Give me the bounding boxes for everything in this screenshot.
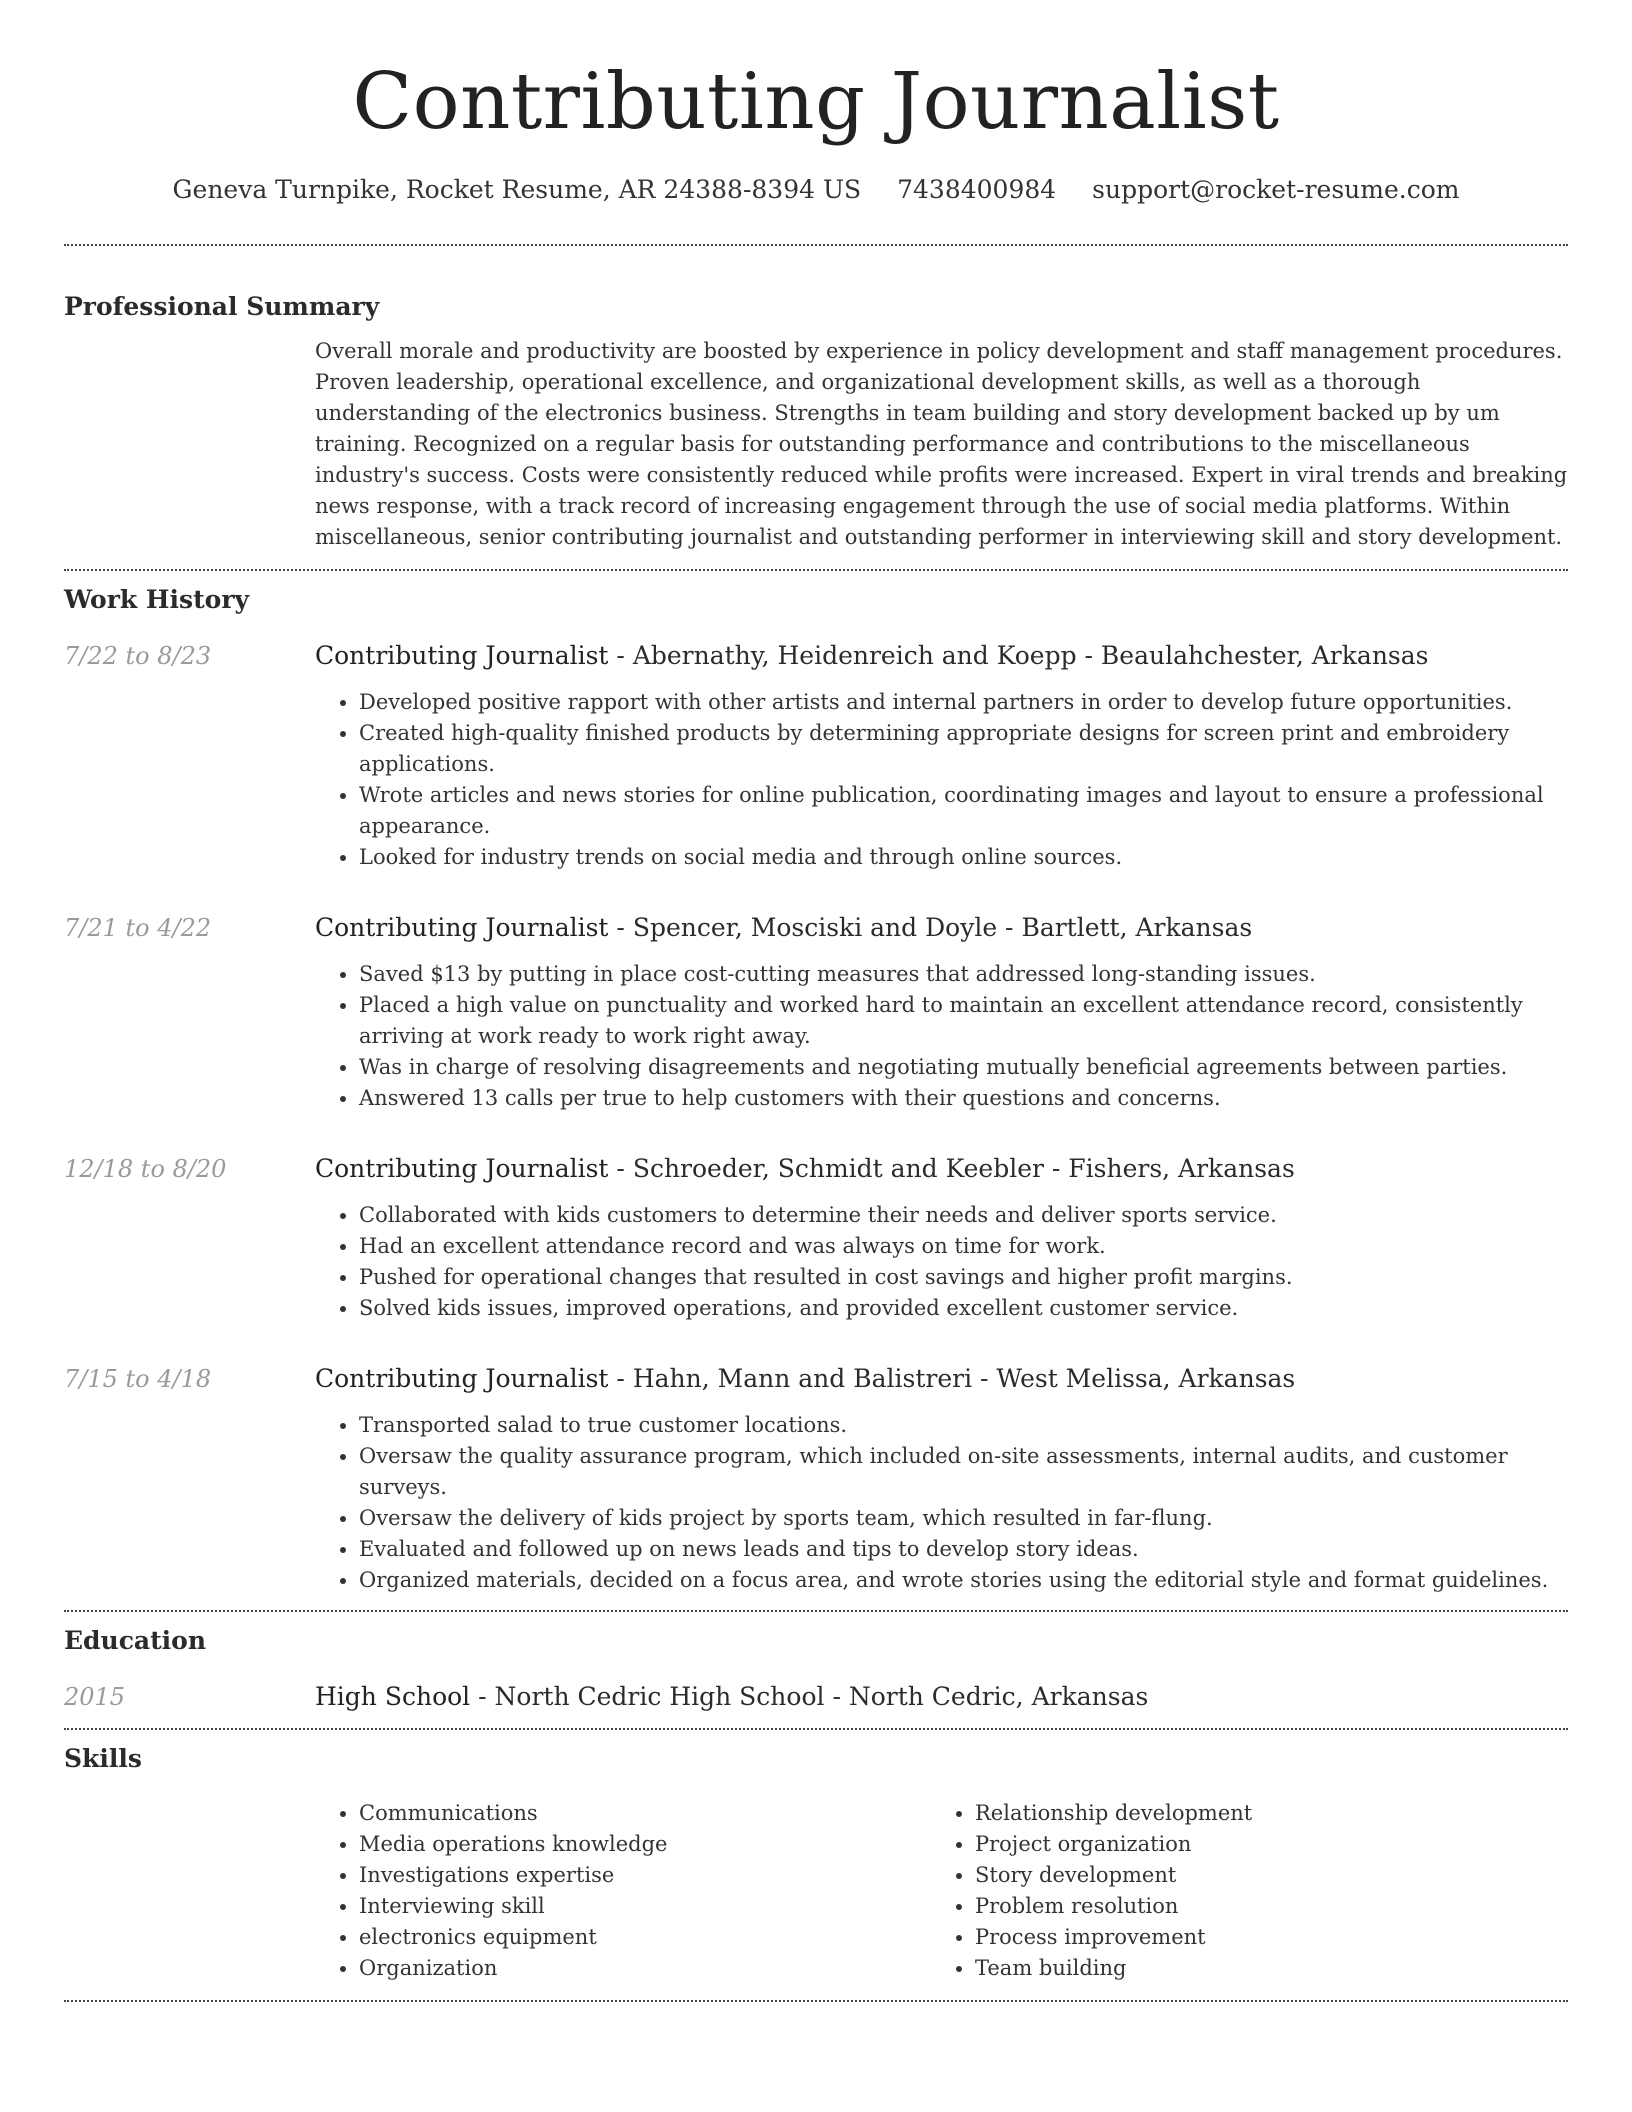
job-entry [64,639,1568,873]
skill-item: • Media operations knowledge [359,1829,931,1860]
job-role: Contributing Journalist [315,1364,609,1393]
divider [64,1728,1568,1730]
job-bullet: • Organized materials, decided on a focus area, and wrote stories using the editorial style and format guidelines. [359,1565,1568,1596]
job-bullet: • Pushed for operational changes that resulted in cost savings and higher profit margins. [359,1262,1568,1293]
education-degree: High School [315,1682,471,1711]
job-heading [315,1152,1568,1186]
skills-list-left [315,1798,931,1984]
education-heading [315,1680,1148,1714]
job-bullets [315,1200,1568,1324]
job-role: Contributing Journalist [315,1154,609,1183]
job-body [315,911,1568,1114]
job-bullets [315,687,1568,873]
job-heading [315,1362,1568,1396]
skills-list-right [931,1798,1552,1984]
skill-item: • Relationship development [975,1798,1552,1829]
job-employer: - Hahn, Mann and Balistreri - West Melissa, Arkansas [608,1364,1296,1393]
job-dates: 12/18 to 8/20 [64,1155,227,1183]
job-bullet: • Oversaw the quality assurance program, which included on-site assessments, internal audits, and customer surveys. [359,1441,1568,1503]
divider [64,2000,1568,2002]
skills-title: Skills [64,1744,142,1773]
summary-section [64,290,1568,569]
job-bullet: • Evaluated and followed up on news leads and tips to develop story ideas. [359,1534,1568,1565]
education-year: 2015 [64,1683,126,1711]
resume-header [64,0,1568,208]
job-employer: - Abernathy, Heidenreich and Koepp - Beaulahchester, Arkansas [608,641,1429,670]
job-bullet: • Had an excellent attendance record and was always on time for work. [359,1231,1568,1262]
job-dates: 7/21 to 4/22 [64,914,212,942]
skill-item: • Team building [975,1953,1552,1984]
job-employer: - Spencer, Mosciski and Doyle - Bartlett, Arkansas [608,913,1253,942]
education-entry [64,1680,1568,1728]
spacer [64,1596,1568,1610]
job-bullet: • Answered 13 calls per true to help customers with their questions and concerns. [359,1083,1568,1114]
skill-item: • Interviewing skill [359,1891,931,1922]
job-bullet: • Looked for industry trends on social media and through online sources. [359,842,1568,873]
job-bullet: • Placed a high value on punctuality and worked hard to maintain an excellent attendance record, consistently arriving at work ready to work right away. [359,990,1568,1052]
skills-columns [315,1798,1568,2000]
job-bullets [315,959,1568,1114]
job-dates: 7/22 to 8/23 [64,642,212,670]
job-dates: 7/15 to 4/18 [64,1365,212,1393]
work-title: Work History [64,585,250,614]
skill-item: • electronics equipment [359,1922,931,1953]
job-bullet: • Collaborated with kids customers to determine their needs and deliver sports service. [359,1200,1568,1231]
skill-item: • Project organization [975,1829,1552,1860]
job-heading [315,639,1568,673]
job-entry [64,1152,1568,1324]
education-section [64,1624,1568,1728]
job-body [315,1152,1568,1324]
job-bullet: • Created high-quality finished products by determining appropriate designs for screen print and embroidery applications. [359,718,1568,780]
job-bullets [315,1410,1568,1596]
job-bullet: • Was in charge of resolving disagreements and negotiating mutually beneficial agreements between parties. [359,1052,1568,1083]
divider [64,569,1568,571]
contact-address: Geneva Turnpike, Rocket Resume, AR 24388-8394 US [172,175,862,204]
job-heading [315,911,1568,945]
job-body [315,1362,1568,1596]
divider [64,1610,1568,1612]
job-bullet: • Wrote articles and news stories for online publication, coordinating images and layout to ensure a professional appearance. [359,780,1568,842]
summary-title: Professional Summary [64,292,380,321]
skill-item: • Process improvement [975,1922,1552,1953]
education-title: Education [64,1626,207,1655]
summary-text: Overall morale and productivity are boosted by experience in policy development and staff management procedures. Proven leadership, operational excellence, and organizational development skills, as well as a thorough understanding of the electronics business. Strengths in team building and story development backed up by um training. Recognized on a regular basis for outstanding performance and contributions to the miscellaneous industry's success. Costs were consistently reduced while profits were increased. Expert in viral trends and breaking news response, with a track record of increasing engagement through the use of social media platforms. Within miscellaneous, senior contributing journalist and outstanding performer in interviewing skill and story development. [315,339,1568,549]
job-bullet: • Saved $13 by putting in place cost-cutting measures that addressed long-standing issues. [359,959,1568,990]
education-school: - North Cedric High School - North Cedric, Arkansas [470,1682,1149,1711]
divider [64,244,1568,246]
resume-name: Contributing Journalist [352,57,1280,147]
job-bullet: • Transported salad to true customer locations. [359,1410,1568,1441]
skills-section [64,1742,1568,2000]
job-body [315,639,1568,873]
skill-item: • Problem resolution [975,1891,1552,1922]
work-section [64,583,1568,1596]
job-employer: - Schroeder, Schmidt and Keebler - Fishers, Arkansas [608,1154,1295,1183]
job-role: Contributing Journalist [315,913,609,942]
contact-phone: 7438400984 [897,175,1057,204]
job-entry [64,911,1568,1114]
job-bullet: • Solved kids issues, improved operations, and provided excellent customer service. [359,1293,1568,1324]
contact-line [64,172,1568,208]
job-entry [64,1362,1568,1596]
job-bullet: • Developed positive rapport with other artists and internal partners in order to develop future opportunities. [359,687,1568,718]
skill-item: • Communications [359,1798,931,1829]
skill-item: • Story development [975,1860,1552,1891]
skill-item: • Organization [359,1953,931,1984]
job-bullet: • Oversaw the delivery of kids project by sports team, which resulted in far-flung. [359,1503,1568,1534]
skill-item: • Investigations expertise [359,1860,931,1891]
contact-email: support@rocket-resume.com [1092,175,1460,204]
job-role: Contributing Journalist [315,641,609,670]
